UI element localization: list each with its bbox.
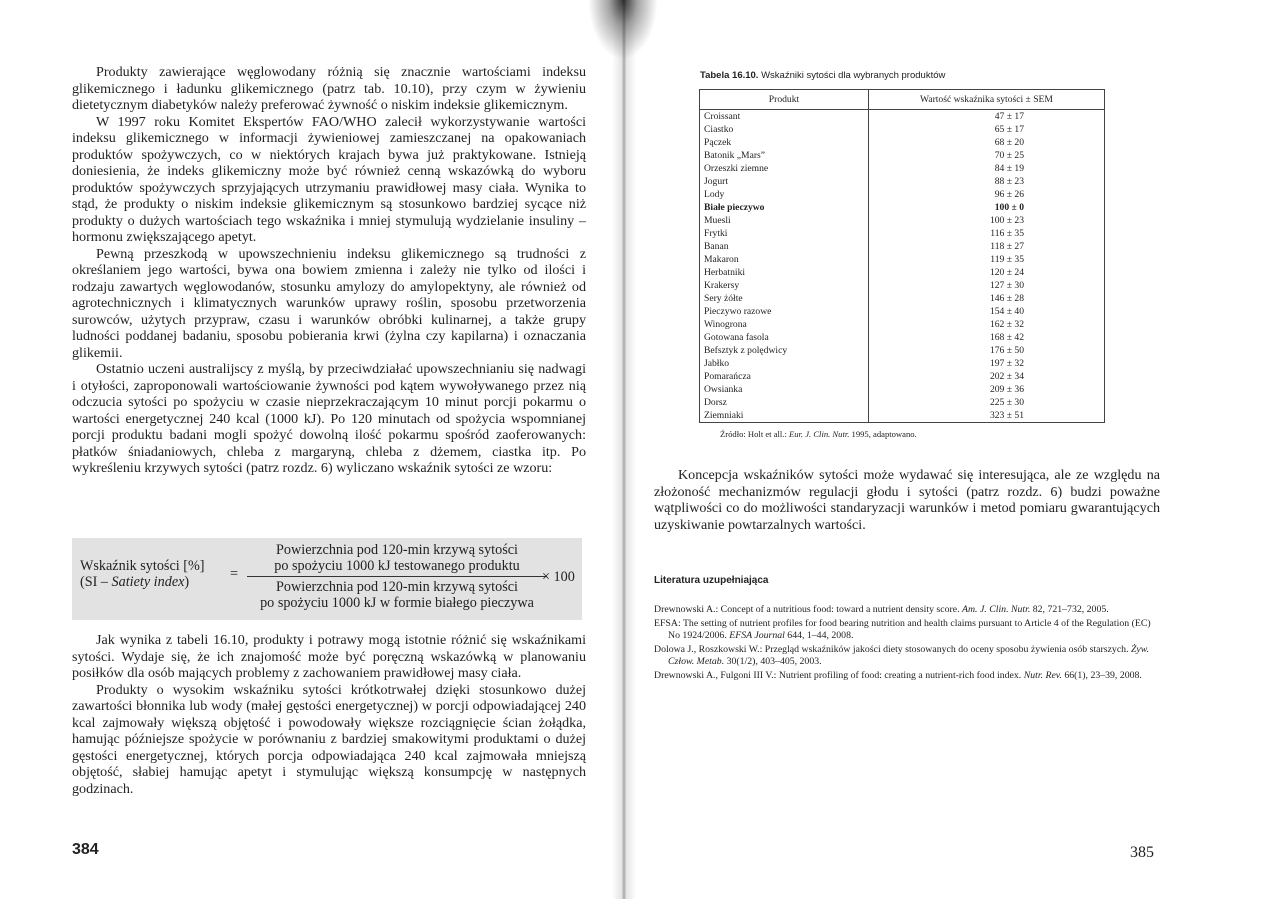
product-cell: Krakersy <box>700 279 869 292</box>
reference-journal: Am. J. Clin. Nutr. <box>962 604 1031 615</box>
reference-details: 30(1/2), 403–405, 2003. <box>724 656 822 667</box>
table-row <box>700 110 1105 124</box>
source-pre: Źródło: Holt et all.: <box>720 429 789 439</box>
table-row <box>700 266 1105 279</box>
formula-numerator-1: Powierzchnia pod 120-min krzywą sytości <box>276 542 518 558</box>
product-cell: Pomarańcza <box>700 370 869 383</box>
product-cell: Banan <box>700 240 869 253</box>
table-row <box>700 162 1105 175</box>
product-cell: Ziemniaki <box>700 409 869 423</box>
table-row <box>700 396 1105 409</box>
table-row <box>700 370 1105 383</box>
right-page <box>654 64 1160 684</box>
table-caption <box>700 70 1160 81</box>
formula-equals: = <box>230 566 239 582</box>
formula-label-line2-pre: (SI – <box>80 574 112 590</box>
reference-details: 644, 1–44, 2008. <box>784 630 854 641</box>
value-cell: 120 ± 24 <box>869 266 1105 279</box>
reference-journal: Żyw. Człow. Metab. <box>668 644 1150 667</box>
table-row <box>700 149 1105 162</box>
product-cell: Jabłko <box>700 357 869 370</box>
value-cell: 65 ± 17 <box>869 123 1105 136</box>
paragraph: Produkty zawierające węglowodany różnią się znacznie wartościami indeksu glikemicznego i ładunku glikemicznego (patrz tab. 10.10), przy czym w żywieniu dietetycznym diabetyków należy preferować żywność o niskim indeksie glikemicznym. <box>72 64 586 113</box>
product-cell: Makaron <box>700 253 869 266</box>
formula-label <box>80 558 240 590</box>
formula-label-italic: Satiety index <box>111 574 185 590</box>
satiety-index-formula <box>72 538 582 620</box>
value-cell: 47 ± 17 <box>869 110 1105 124</box>
value-cell: 176 ± 50 <box>869 344 1105 357</box>
table-row <box>700 318 1105 331</box>
product-cell: Herbatniki <box>700 266 869 279</box>
value-cell: 202 ± 34 <box>869 370 1105 383</box>
table-row <box>700 136 1105 149</box>
formula-denominator-2: po spożyciu 1000 kJ w formie białego pieczywa <box>260 595 534 611</box>
product-cell: Pieczywo razowe <box>700 305 869 318</box>
table-row <box>700 188 1105 201</box>
source-journal: Eur. J. Clin. Nutr. <box>788 429 850 439</box>
value-cell: 100 ± 23 <box>869 214 1105 227</box>
value-cell: 154 ± 40 <box>869 305 1105 318</box>
reference-item <box>654 644 1160 668</box>
table-row <box>700 331 1105 344</box>
product-cell: Winogrona <box>700 318 869 331</box>
table-row <box>700 279 1105 292</box>
table-source <box>720 429 1160 439</box>
left-page <box>72 64 586 477</box>
fraction-bar <box>247 576 547 577</box>
left-page-lower <box>72 632 586 797</box>
table-row <box>700 344 1105 357</box>
satiety-table <box>699 89 1105 423</box>
table-row <box>700 253 1105 266</box>
product-cell: Batonik „Mars” <box>700 149 869 162</box>
reference-details: 66(1), 23–39, 2008. <box>1061 670 1142 681</box>
table-row <box>700 357 1105 370</box>
table-header-value: Wartość wskaźnika sytości ± SEM <box>869 90 1105 110</box>
table-header-row <box>700 90 1105 110</box>
reference-text: Drewnowski A.: Concept of a nutritious food: toward a nutrient density score. <box>654 604 962 615</box>
formula-label-line2-post: ) <box>184 574 190 590</box>
value-cell: 68 ± 20 <box>869 136 1105 149</box>
paragraph: Jak wynika z tabeli 16.10, produkty i potrawy mogą istotnie różnić się wskaźnikami sytości. Wydaje się, że ich znajomość może być poręczną wskazówką w planowaniu posiłków dla osób mających problemy z zachowaniem prawidłowej masy ciała. <box>72 632 586 681</box>
product-cell: Orzeszki ziemne <box>700 162 869 175</box>
reference-details: 82, 721–732, 2005. <box>1030 604 1109 615</box>
reference-journal: EFSA Journal <box>729 630 785 641</box>
table-row <box>700 123 1105 136</box>
paragraph: Pewną przeszkodą w upowszechnieniu indeksu glikemicznego są trudności z określaniem jego wartości, bywa ona bowiem zmienna i zależy nie tylko od ilości i rodzaju zawartych węglowodanów, stosunku amylozy do amylopektyny, ale również od agrotechnicznych i klimatycznych warunków uprawy roślin, sposobu przetworzenia surowców, użytych przypraw, czasu i warunków obróbki kulinarnej, a także grupy ludności poddanej badaniu, sposobu pobierania krwi (żylna czy kapilarna) i oznaczania glikemii. <box>72 245 586 361</box>
paragraph: Ostatnio uczeni australijscy z myślą, by przeciwdziałać upowszechnianiu się nadwagi i otyłości, zaproponowali wartościowanie żywności pod kątem wywoływanego przez nią odczucia sytości po spożyciu w czasie nieprzekraczającym 10 minut porcji pokarmu o wartości energetycznej 240 kcal (1000 kJ). Po 120 minutach od spożycia wspomnianej porcji produktu badani mogli spożyć dowolną ilość pokarmu spośród zaoferowanych: płatków śniadaniowych, chleba z margaryną, chleba z dżemem, ciastka itp. Po wykreśleniu krzywych sytości (patrz rozdz. 6) wyliczano wskaźnik sytości ze wzoru: <box>72 361 586 476</box>
table-row <box>700 409 1105 423</box>
table-row <box>700 227 1105 240</box>
value-cell: 119 ± 35 <box>869 253 1105 266</box>
product-cell: Jogurt <box>700 175 869 188</box>
value-cell: 323 ± 51 <box>869 409 1105 423</box>
product-cell: Owsianka <box>700 383 869 396</box>
product-cell: Gotowana fasola <box>700 331 869 344</box>
table-header-product: Produkt <box>700 90 869 110</box>
product-cell: Ciastko <box>700 123 869 136</box>
product-cell: Białe pieczywo <box>700 201 869 214</box>
formula-label-line1: Wskaźnik sytości [%] <box>80 558 205 574</box>
table-row <box>700 240 1105 253</box>
paragraph: W 1997 roku Komitet Ekspertów FAO/WHO zalecił wykorzystywanie wartości indeksu glikemicznego w informacji żywieniowej zamieszczanej na opakowaniach produktów spożywczych, co w niektórych krajach bywa już praktykowane. Istnieją doniesienia, że indeks glikemiczny może być również cenną wskazówką do wyboru produktów spożywczych sprzyjających utrzymaniu prawidłowej masy ciała. Wynika to stąd, że produkty o niskim indeksie glikemicznym są stosunkowo bardziej sycące niż produkty o dużych wartościach tego wskaźnika i mniej stymulują wydzielanie insuliny – hormonu zwiększającego apetyt. <box>72 113 586 245</box>
product-cell: Muesli <box>700 214 869 227</box>
table-row <box>700 305 1105 318</box>
page-number-right: 385 <box>1130 844 1154 861</box>
product-cell: Pączek <box>700 136 869 149</box>
table-caption-text: Wskaźniki sytości dla wybranych produktów <box>761 70 946 81</box>
source-post: 1995, adaptowano. <box>849 429 917 439</box>
table-row <box>700 383 1105 396</box>
page-number-left: 384 <box>72 841 99 858</box>
table-caption-number: Tabela 16.10. <box>700 70 759 81</box>
table-row <box>700 175 1105 188</box>
value-cell: 127 ± 30 <box>869 279 1105 292</box>
book-spine-shadow <box>612 0 636 899</box>
value-cell: 100 ± 0 <box>869 201 1105 214</box>
value-cell: 168 ± 42 <box>869 331 1105 344</box>
references-heading: Literatura uzupełniająca <box>654 575 769 586</box>
product-cell: Croissant <box>700 110 869 124</box>
table-row <box>700 214 1105 227</box>
value-cell: 162 ± 32 <box>869 318 1105 331</box>
value-cell: 96 ± 26 <box>869 188 1105 201</box>
value-cell: 116 ± 35 <box>869 227 1105 240</box>
product-cell: Dorsz <box>700 396 869 409</box>
formula-multiplier: × 100 <box>542 569 575 585</box>
reference-text: EFSA: The setting of nutrient profiles for food bearing nutrition and health claims pursuant to Article 4 of the Regulation (EC) No 1924/2006. <box>654 618 1151 641</box>
value-cell: 70 ± 25 <box>869 149 1105 162</box>
reference-text: Drewnowski A., Fulgoni III V.: Nutrient profiling of food: creating a nutrient-rich food index. <box>654 670 1024 681</box>
product-cell: Lody <box>700 188 869 201</box>
reference-item <box>654 670 1160 682</box>
value-cell: 146 ± 28 <box>869 292 1105 305</box>
product-cell: Sery żółte <box>700 292 869 305</box>
value-cell: 197 ± 32 <box>869 357 1105 370</box>
value-cell: 118 ± 27 <box>869 240 1105 253</box>
book-spine-top-shadow <box>588 0 658 60</box>
references-list <box>654 604 1160 682</box>
paragraph: Koncepcja wskaźników sytości może wydawać się interesująca, ale ze względu na złożoność mechanizmów regulacji głodu i sytości (patrz rozdz. 6) budzi poważne wątpliwości co do możliwości standaryzacji warunków i metod pomiaru gwarantujących uzyskiwanie powtarzalnych wartości. <box>654 467 1160 533</box>
formula-numerator-2: po spożyciu 1000 kJ testowanego produktu <box>274 558 520 574</box>
value-cell: 88 ± 23 <box>869 175 1105 188</box>
value-cell: 225 ± 30 <box>869 396 1105 409</box>
reference-journal: Nutr. Rev. <box>1023 670 1062 681</box>
product-cell: Frytki <box>700 227 869 240</box>
reference-item <box>654 604 1160 616</box>
table-row <box>700 292 1105 305</box>
value-cell: 84 ± 19 <box>869 162 1105 175</box>
formula-denominator-1: Powierzchnia pod 120-min krzywą sytości <box>276 579 518 595</box>
formula-fraction <box>247 542 547 611</box>
value-cell: 209 ± 36 <box>869 383 1105 396</box>
reference-item <box>654 618 1160 642</box>
paragraph: Produkty o wysokim wskaźniku sytości krótkotrwałej dzięki stosunkowo dużej zawartości błonnika lub wody (małej gęstości energetycznej) w porcji odpowiadającej 240 kcal zajmowały większą objętość i powodowały większe rozciągnięcie ścian żołądka, hamując późniejsze spożycie w porównaniu z bardziej smakowitymi produktami o dużej gęstości energetycznej, których porcja odpowiadająca 240 kcal zajmowała mniejszą objętość, słabiej hamując apetyt i stymulując większą konsumpcję w następnych godzinach. <box>72 681 586 797</box>
product-cell: Befsztyk z polędwicy <box>700 344 869 357</box>
reference-text: Dolowa J., Roszkowski W.: Przegląd wskaźników jakości diety stosowanych do oceny sposobu żywienia osób starszych. <box>654 644 1131 655</box>
table-row <box>700 201 1105 214</box>
